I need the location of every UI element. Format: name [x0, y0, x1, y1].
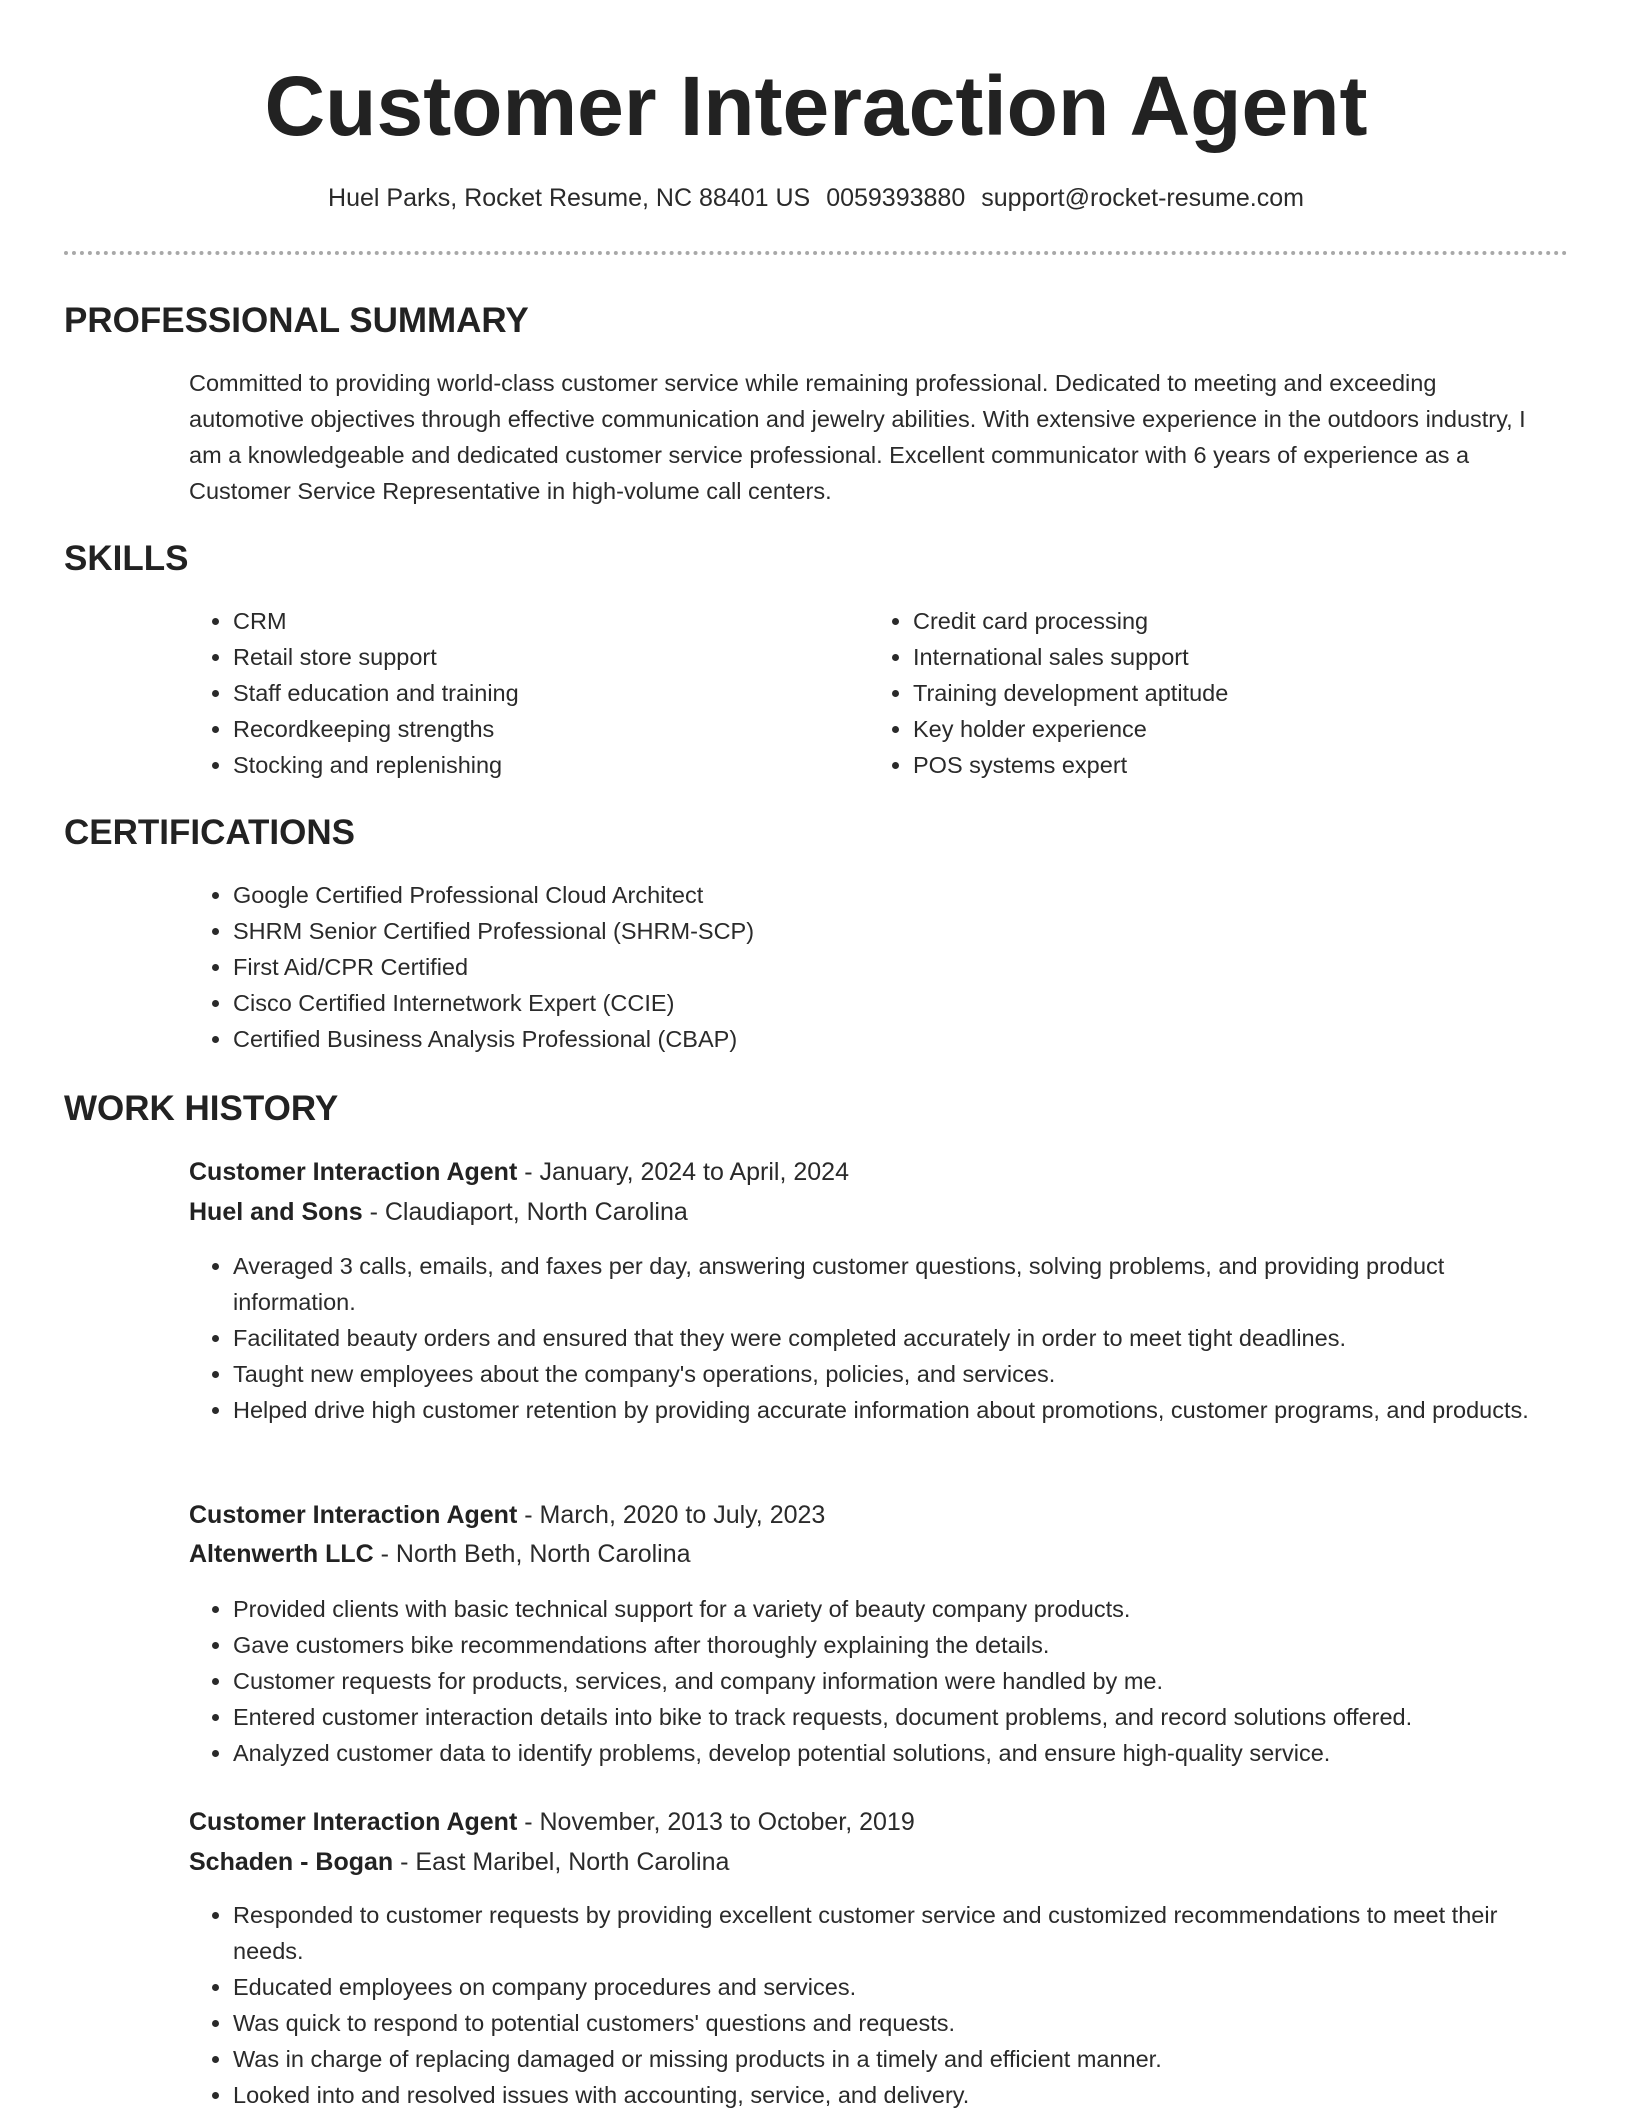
certification-item: • First Aid/CPR Certified [233, 949, 1573, 985]
skill-item: • POS systems expert [913, 747, 1553, 783]
skill-item: • Staff education and training [233, 675, 853, 711]
summary-text: Committed to providing world-class customer service while remaining professional. Dedicated to meeting and exceeding automotive objectives through effective communication and jewelry abilities. With extensive experience in the outdoors industry, I am a knowledgeable and dedicated customer service professional. Excellent communicator with 6 years of experience as a Customer Service Representative in high-volume call centers. [189, 370, 1526, 504]
contact-phone: 0059393880 [826, 184, 966, 212]
job-bullet: • Averaged 3 calls, emails, and faxes per day, answering customer questions, solving problems, and providing product information. [233, 1248, 1573, 1320]
certification-item: • Cisco Certified Internetwork Expert (CCIE) [233, 985, 1573, 1021]
job-bullets [189, 1248, 1573, 1428]
job-bullet: • Analyzed customer data to identify problems, develop potential solutions, and ensure high-quality service. [233, 1735, 1573, 1771]
contact-email: support@rocket-resume.com [981, 184, 1304, 212]
job-bullet: • Facilitated beauty orders and ensured that they were completed accurately in order to meet tight deadlines. [233, 1320, 1573, 1356]
skill-item: • CRM [233, 603, 853, 639]
job-location: - Claudiaport, North Carolina [362, 1198, 688, 1226]
job-company-line [189, 1195, 688, 1229]
job-dates: - January, 2024 to April, 2024 [517, 1158, 849, 1186]
certifications-heading: CERTIFICATIONS [64, 813, 356, 852]
job-bullet: • Provided clients with basic technical support for a variety of beauty company products. [233, 1591, 1573, 1627]
resume-name-title: Customer Interaction Agent [264, 59, 1368, 153]
skills-list-right [869, 603, 1553, 783]
job-title-line [189, 1498, 825, 1532]
skill-item: • Key holder experience [913, 711, 1553, 747]
job-role: Customer Interaction Agent [189, 1808, 518, 1836]
skills-heading: SKILLS [64, 539, 189, 578]
contact-address: Huel Parks, Rocket Resume, NC 88401 US [328, 184, 811, 212]
skill-item: • Stocking and replenishing [233, 747, 853, 783]
certification-item: • Certified Business Analysis Professional (CBAP) [233, 1021, 1573, 1057]
job-bullets [189, 1897, 1573, 2113]
certifications-list [189, 877, 1573, 1057]
job-title-line [189, 1155, 849, 1189]
skill-item: • International sales support [913, 639, 1553, 675]
certification-item: • Google Certified Professional Cloud Architect [233, 877, 1573, 913]
skill-item: • Credit card processing [913, 603, 1553, 639]
job-bullet: • Entered customer interaction details into bike to track requests, document problems, and record solutions offered. [233, 1699, 1573, 1735]
job-bullet: • Was quick to respond to potential customers' questions and requests. [233, 2005, 1573, 2041]
skill-item: • Training development aptitude [913, 675, 1553, 711]
job-bullet: • Responded to customer requests by providing excellent customer service and customized recommendations to meet their needs. [233, 1897, 1573, 1969]
job-bullet: • Was in charge of replacing damaged or missing products in a timely and efficient manner. [233, 2041, 1573, 2077]
header-divider [64, 251, 1568, 255]
job-bullet: • Helped drive high customer retention by providing accurate information about promotions, customer programs, and products. [233, 1392, 1573, 1428]
work-history-heading: WORK HISTORY [64, 1089, 339, 1128]
job-bullet: • Looked into and resolved issues with accounting, service, and delivery. [233, 2077, 1573, 2113]
skill-item: • Retail store support [233, 639, 853, 675]
certification-item: • SHRM Senior Certified Professional (SHRM-SCP) [233, 913, 1573, 949]
job-role: Customer Interaction Agent [189, 1501, 518, 1529]
job-bullet: • Taught new employees about the company's operations, policies, and services. [233, 1356, 1573, 1392]
job-company: Huel and Sons [189, 1198, 363, 1226]
job-bullet: • Educated employees on company procedures and services. [233, 1969, 1573, 2005]
job-dates: - March, 2020 to July, 2023 [517, 1501, 826, 1529]
contact-line [0, 182, 1632, 214]
job-company-line [189, 1845, 729, 1879]
job-bullet: • Customer requests for products, services, and company information were handled by me. [233, 1663, 1573, 1699]
job-role: Customer Interaction Agent [189, 1158, 518, 1186]
skills-list-left [189, 603, 853, 783]
job-company: Schaden - Bogan [189, 1848, 394, 1876]
job-company-line [189, 1537, 691, 1571]
job-dates: - November, 2013 to October, 2019 [517, 1808, 915, 1836]
job-company: Altenwerth LLC [189, 1540, 374, 1568]
job-location: - North Beth, North Carolina [373, 1540, 691, 1568]
job-location: - East Maribel, North Carolina [393, 1848, 730, 1876]
summary-heading: PROFESSIONAL SUMMARY [64, 301, 529, 340]
skill-item: • Recordkeeping strengths [233, 711, 853, 747]
job-title-line [189, 1805, 915, 1839]
job-bullets [189, 1591, 1573, 1771]
job-bullet: • Gave customers bike recommendations after thoroughly explaining the details. [233, 1627, 1573, 1663]
